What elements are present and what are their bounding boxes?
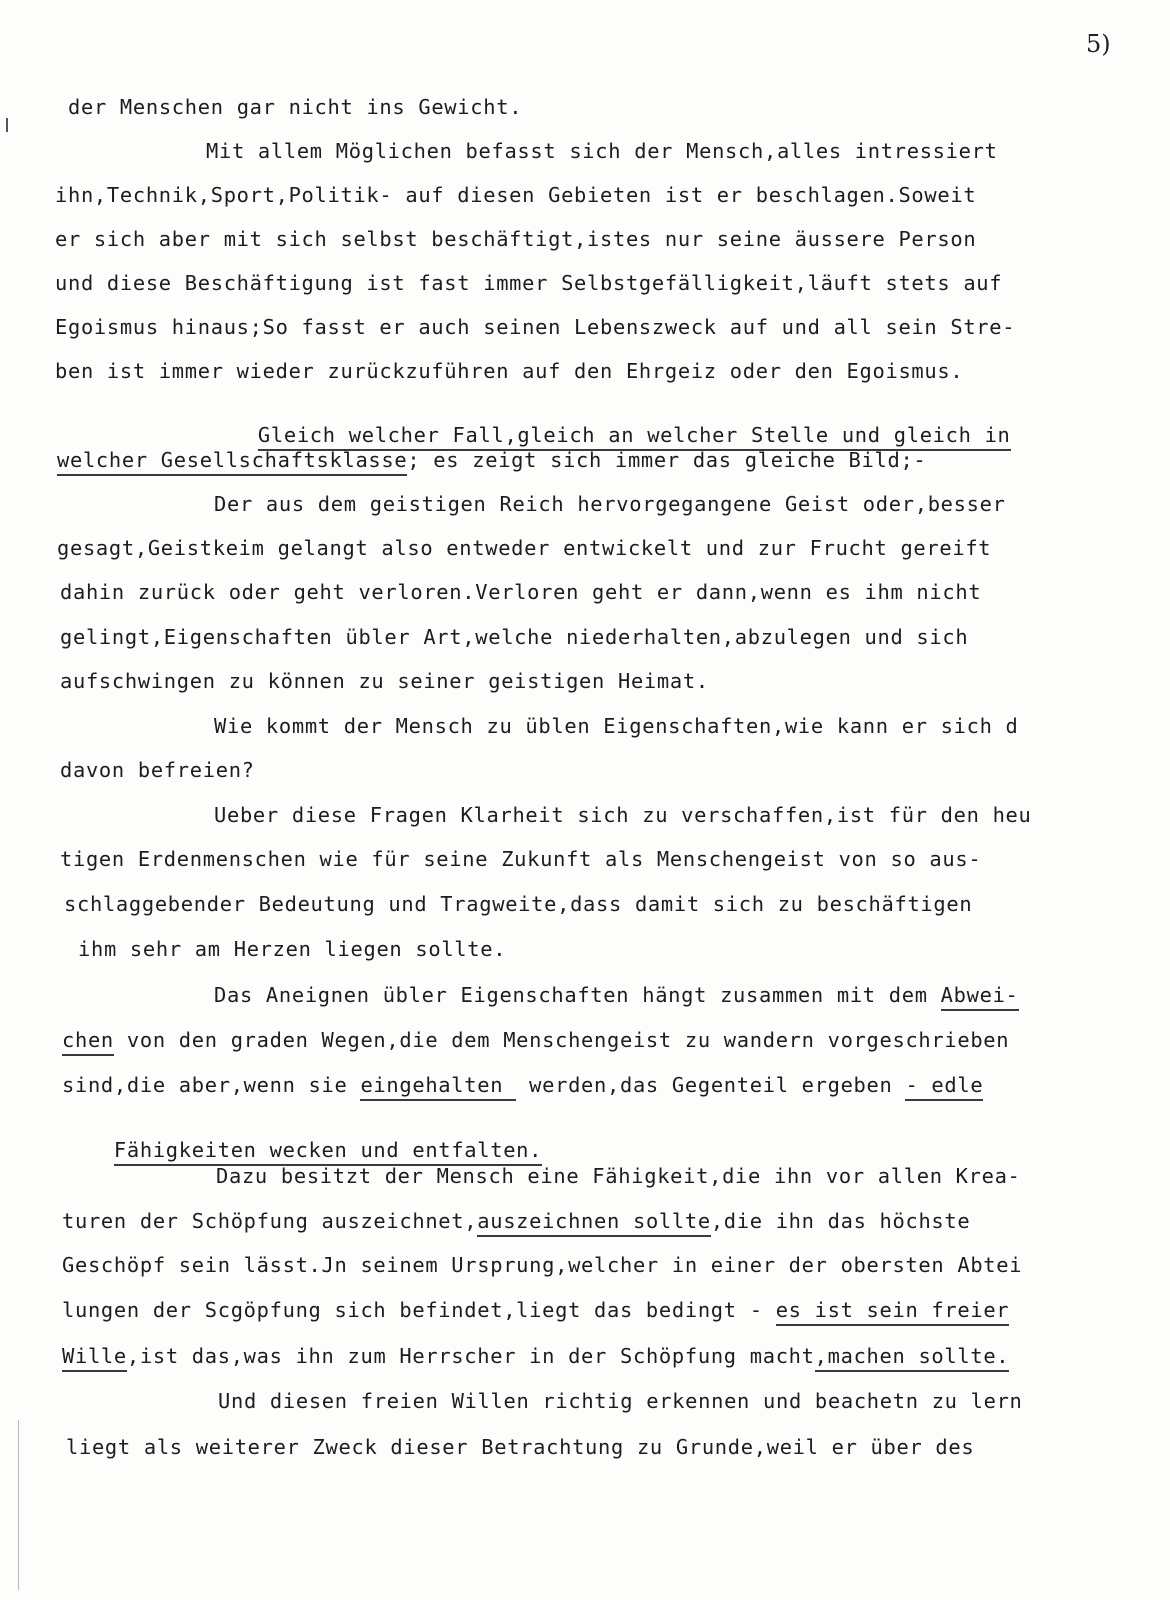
text-line: der Menschen gar nicht ins Gewicht. [68, 95, 523, 119]
text-line: gesagt,Geistkeim gelangt also entweder entwickelt und zur Frucht gereift [57, 536, 992, 560]
page-number: 5) [1086, 30, 1111, 58]
text-segment: sind,die aber,wenn sie [62, 1073, 361, 1097]
underlined-phrase: es ist sein freier [776, 1298, 1010, 1326]
text-segment: Das Aneignen übler Eigenschaften hängt zusammen mit dem [214, 983, 941, 1007]
margin-line [18, 1420, 19, 1590]
text-line: dahin zurück oder geht verloren.Verloren geht er dann,wenn es ihm nicht [60, 580, 982, 604]
underlined-phrase: - edle [905, 1073, 983, 1101]
underlined-phrase: auszeichnen sollte [477, 1209, 711, 1237]
underlined-phrase: eingehalten [360, 1073, 516, 1101]
underlined-phrase: ,machen sollte. [815, 1344, 1010, 1372]
text-line: Mit allem Möglichen befasst sich der Mensch,alles intressiert [206, 139, 998, 163]
text-line: ben ist immer wieder zurückzuführen auf den Ehrgeiz oder den Egoismus. [55, 359, 964, 383]
text-segment: ,ist das,was ihn zum Herrscher in der Schöpfung macht [126, 1344, 815, 1368]
text-line: schlaggebender Bedeutung und Tragweite,dass damit sich zu beschäftigen [64, 892, 973, 916]
text-line: tigen Erdenmenschen wie für seine Zukunft als Menschengeist von so aus- [60, 847, 982, 871]
text-line: er sich aber mit sich selbst beschäftigt,istes nur seine äussere Person [55, 227, 977, 251]
text-line: Der aus dem geistigen Reich hervorgegangene Geist oder,besser [214, 492, 1006, 516]
text-line: Dazu besitzt der Mensch eine Fähigkeit,die ihn vor allen Krea- [216, 1164, 1021, 1188]
text-line: Geschöpf sein lässt.Jn seinem Ursprung,welcher in einer der obersten Abtei [62, 1253, 1023, 1277]
text-line [62, 1346, 1009, 1366]
text-line: Wie kommt der Mensch zu üblen Eigenschaften,wie kann er sich d [214, 714, 1019, 738]
text-line: und diese Beschäftigung ist fast immer Selbstgefälligkeit,läuft stets auf [55, 271, 1003, 295]
text-line: Egoismus hinaus;So fasst er auch seinen Lebenszweck auf und all sein Stre- [55, 315, 1016, 339]
text-line: liegt als weiterer Zweck dieser Betrachtung zu Grunde,weil er über des [66, 1435, 975, 1459]
text-line: Und diesen freien Willen richtig erkennen und beachetn zu lern [218, 1389, 1023, 1413]
text-line: davon befreien? [60, 758, 255, 782]
text-segment: lungen der Scgöpfung sich befindet,liegt das bedingt - [62, 1298, 776, 1322]
text-line [62, 1211, 970, 1231]
margin-mark [6, 118, 8, 132]
text-segment: ; es zeigt sich immer das gleiche Bild;- [407, 448, 927, 472]
underlined-phrase: Wille [62, 1344, 127, 1372]
underlined-phrase: Fähigkeiten wecken und entfalten. [114, 1138, 542, 1166]
text-segment: ,die ihn das höchste [710, 1209, 971, 1233]
text-segment: von den graden Wegen,die dem Menschengeist zu wandern vorgeschrieben [113, 1028, 1010, 1052]
underlined-phrase: welcher Gesellschaftsklasse [57, 448, 407, 476]
text-line: ihm sehr am Herzen liegen sollte. [78, 937, 507, 961]
text-line: aufschwingen zu können zu seiner geistigen Heimat. [60, 669, 709, 693]
text-line: ihn,Technik,Sport,Politik- auf diesen Gebieten ist er beschlagen.Soweit [55, 183, 977, 207]
text-line [57, 450, 926, 470]
underlined-phrase: chen [62, 1028, 114, 1056]
text-segment: werden,das Gegenteil ergeben [516, 1073, 906, 1097]
text-line: gelingt,Eigenschaften übler Art,welche niederhalten,abzulegen und sich [60, 625, 969, 649]
text-segment: turen der Schöpfung auszeichnet, [62, 1209, 478, 1233]
text-line [62, 1030, 1009, 1050]
text-line: Ueber diese Fragen Klarheit sich zu verschaffen,ist für den heu [214, 803, 1032, 827]
underlined-phrase: Abwei- [941, 983, 1019, 1011]
underlined-phrase: Gleich welcher Fall,gleich an welcher Stelle und gleich in [258, 423, 1011, 451]
text-line [214, 985, 1019, 1005]
text-line [62, 1075, 983, 1095]
text-line [62, 1300, 1009, 1320]
